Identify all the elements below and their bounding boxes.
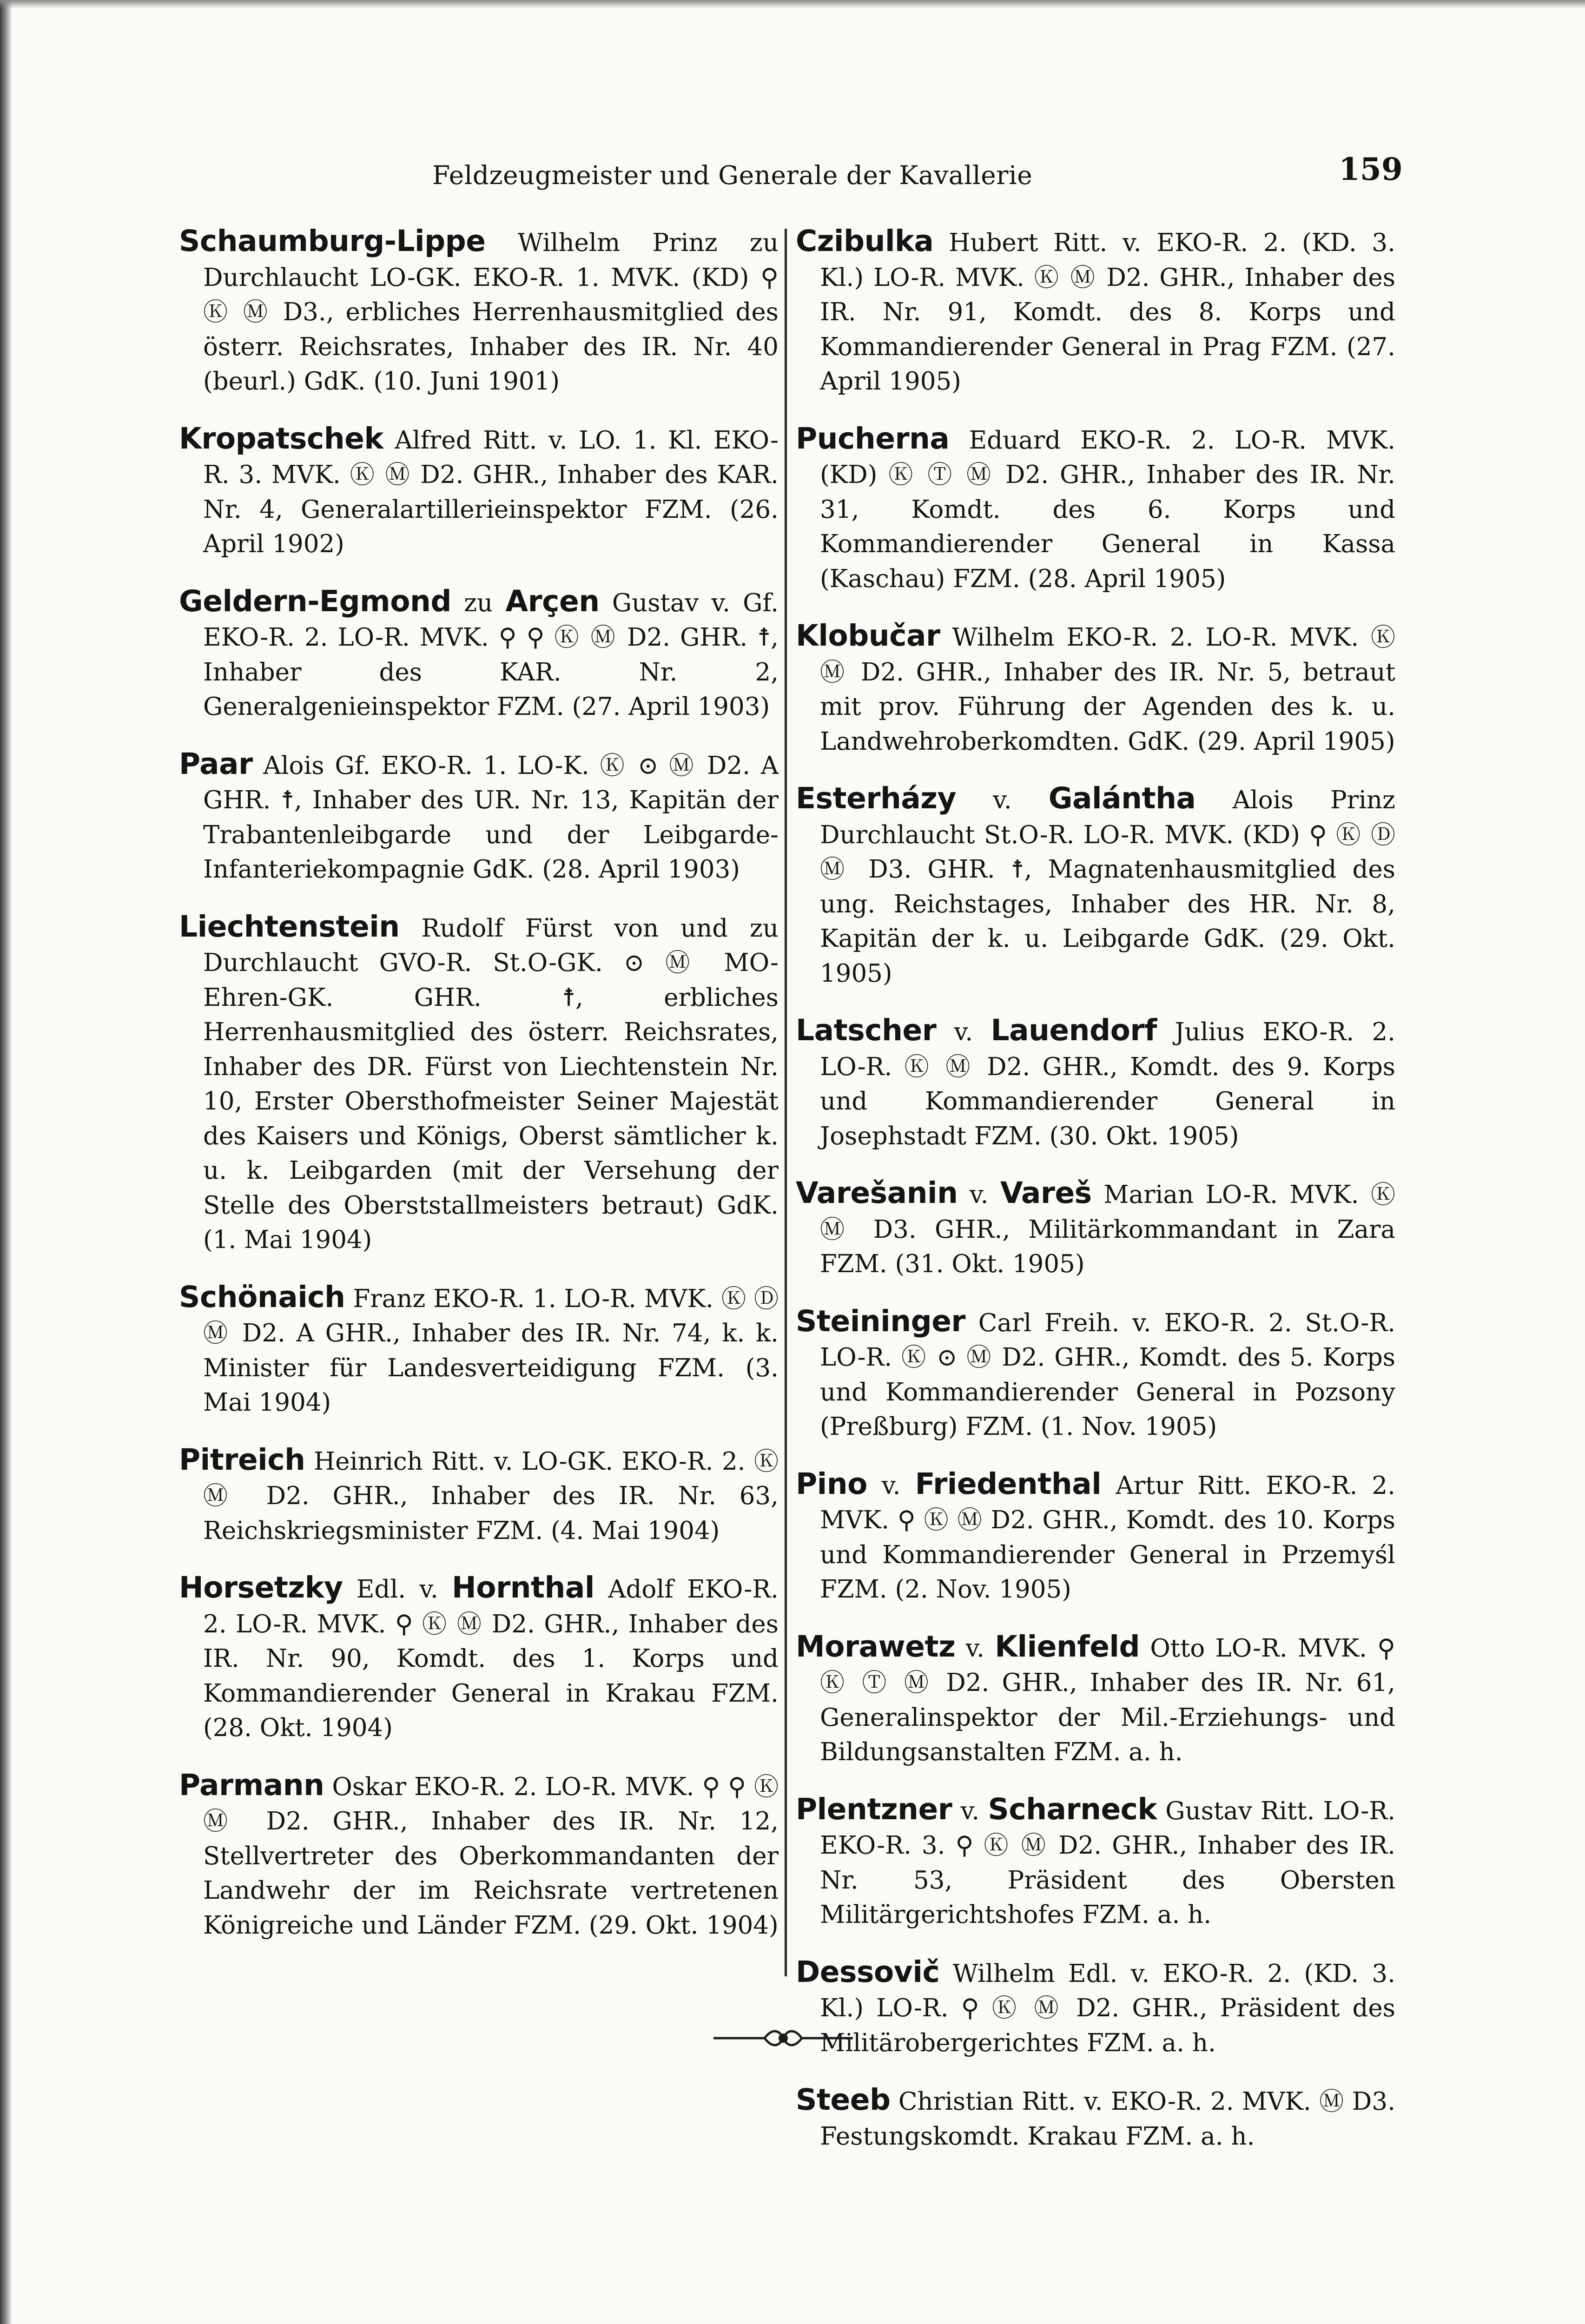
entry-name: Parmann bbox=[179, 1768, 324, 1802]
entry-text: Marian LO-R. MVK. Ⓚ Ⓜ D3. GHR., Militärkommandant in Zara FZM. (31. Okt. 1905) bbox=[820, 1181, 1395, 1278]
entry-geldern-egmond bbox=[179, 584, 779, 725]
entry-text: Rudolf Fürst von und zu Durchlaucht GVO-R. St.O-GK. ⊙ Ⓜ MO-Ehren-GK. GHR. ☨, erbliches Herrenhausmitglied des österr. Reichsrates, Inhaber des DR. Fürst von Liechtenstein Nr. 10, Erster Obersthofmeister Seiner Majestät des Kaisers und Königs, Oberst sämtlicher k. u. k. Leibgarden (mit der Versehung der Stelle des Oberststallmeisters betraut) GdK. (1. Mai 1904) bbox=[203, 914, 779, 1254]
entry-pino bbox=[796, 1467, 1395, 1607]
entry-particle: zu bbox=[451, 588, 506, 617]
scan-edge-left bbox=[0, 0, 12, 2324]
entry-paar bbox=[179, 747, 779, 887]
entry-klobucar bbox=[796, 619, 1395, 759]
entry-name-second: Scharneck bbox=[988, 1792, 1157, 1826]
entry-text: Artur Ritt. EKO-R. 2. MVK. ⚲ Ⓚ Ⓜ D2. GHR., Komdt. des 10. Korps und Kommandierender General in Przemyśl FZM. (2. Nov. 1905) bbox=[820, 1471, 1396, 1604]
right-column bbox=[796, 224, 1395, 2176]
entry-particle: v. bbox=[952, 1796, 988, 1825]
entry-text: Heinrich Ritt. v. LO-GK. EKO-R. 2. Ⓚ Ⓜ D2. GHR., Inhaber des IR. Nr. 63, Reichskriegsminister FZM. (4. Mai 1904) bbox=[203, 1447, 779, 1545]
left-column bbox=[179, 224, 779, 1965]
entry-czibulka bbox=[796, 224, 1395, 399]
entry-name: Geldern-Egmond bbox=[179, 584, 451, 618]
entry-text: Hubert Ritt. v. EKO-R. 2. (KD. 3. Kl.) LO-R. MVK. Ⓚ Ⓜ D2. GHR., Inhaber des IR. Nr. 91, Komdt. des 8. Korps und Kommandierender General in Prag FZM. (27. April 1905) bbox=[820, 229, 1395, 396]
entry-text: Julius EKO-R. 2. LO-R. Ⓚ Ⓜ D2. GHR., Komdt. des 9. Korps und Kommandierender General in Josephstadt FZM. (30. Okt. 1905) bbox=[820, 1018, 1395, 1150]
entry-name: Pitreich bbox=[179, 1442, 305, 1477]
entry-liechtenstein bbox=[179, 910, 779, 1258]
entry-text: Carl Freih. v. EKO-R. 2. St.O-R. LO-R. Ⓚ ⊙ Ⓜ D2. GHR., Komdt. des 5. Korps und Kommandierender General in Pozsony (Preßburg) FZM. (1. Nov. 1905) bbox=[820, 1308, 1395, 1441]
entry-pucherna bbox=[796, 422, 1395, 597]
entry-steininger bbox=[796, 1304, 1395, 1445]
entry-parmann bbox=[179, 1768, 779, 1943]
entry-text: Gustav Ritt. LO-R. EKO-R. 3. ⚲ Ⓚ Ⓜ D2. GHR., Inhaber des IR. Nr. 53, Präsident des Obersten Militärgerichtshofes FZM. a. h. bbox=[820, 1796, 1395, 1929]
entry-varesanin bbox=[796, 1176, 1395, 1282]
entry-latscher bbox=[796, 1013, 1395, 1154]
entry-text: Otto LO-R. MVK. ⚲ Ⓚ Ⓣ Ⓜ D2. GHR., Inhaber des IR. Nr. 61, Generalinspektor der Mil.-Erziehungs- und Bildungsanstalten FZM. a. h. bbox=[820, 1634, 1395, 1766]
entry-name: Pino bbox=[796, 1466, 867, 1501]
entry-plentzner bbox=[796, 1792, 1395, 1933]
entry-text: Gustav v. Gf. EKO-R. 2. LO-R. MVK. ⚲ ⚲ Ⓚ Ⓜ D2. GHR. ☨, Inhaber des KAR. Nr. 2, Generalgenieinspektor FZM. (27. April 1903) bbox=[203, 588, 779, 721]
entry-name: Czibulka bbox=[796, 224, 934, 258]
entry-morawetz bbox=[796, 1630, 1395, 1770]
entry-name-second: Klienfeld bbox=[995, 1629, 1140, 1664]
entry-name: Morawetz bbox=[796, 1629, 956, 1664]
entry-name-second: Vareš bbox=[1000, 1176, 1092, 1210]
entry-particle: Edl. v. bbox=[343, 1575, 452, 1604]
entry-name: Schönaich bbox=[179, 1280, 345, 1314]
entry-pitreich bbox=[179, 1443, 779, 1549]
entry-name: Esterházy bbox=[796, 781, 957, 815]
entry-text: Franz EKO-R. 1. LO-R. MVK. Ⓚ Ⓓ Ⓜ D2. A GHR., Inhaber des IR. Nr. 74, k. k. Minister für Landesverteidigung FZM. (3. Mai 1904) bbox=[203, 1284, 779, 1417]
entry-text: Alois Gf. EKO-R. 1. LO-K. Ⓚ ⊙ Ⓜ D2. A GHR. ☨, Inhaber des UR. Nr. 13, Kapitän der Trabantenleibgarde und der Leibgarde-Infanteriekompagnie GdK. (28. April 1903) bbox=[203, 751, 779, 884]
entry-name-second: Arçen bbox=[505, 584, 600, 618]
entry-text: Oskar EKO-R. 2. LO-R. MVK. ⚲ ⚲ Ⓚ Ⓜ D2. GHR., Inhaber des IR. Nr. 12, Stellvertreter des Oberkommandanten der Landwehr der im Reichsrate vertretenen Königreiche und Länder FZM. (29. Okt. 1904) bbox=[203, 1772, 779, 1940]
entry-name: Kropatschek bbox=[179, 421, 383, 456]
entry-text: Wilhelm EKO-R. 2. LO-R. MVK. Ⓚ Ⓜ D2. GHR., Inhaber des IR. Nr. 5, betraut mit prov. Führung der Agenden des k. u. Landwehroberkomdten. GdK. (29. April 1905) bbox=[820, 623, 1395, 756]
entry-steeb bbox=[796, 2083, 1395, 2154]
running-head: Feldzeugmeister und Generale der Kavallerie bbox=[432, 160, 1033, 190]
entry-text: Alfred Ritt. v. LO. 1. Kl. EKO-R. 3. MVK. Ⓚ Ⓜ D2. GHR., Inhaber des KAR. Nr. 4, Generalartillerieinspektor FZM. (26. April 1902) bbox=[203, 426, 779, 558]
entry-text: Eduard EKO-R. 2. LO-R. MVK. (KD) Ⓚ Ⓣ Ⓜ D2. GHR., Inhaber des IR. Nr. 31, Komdt. des 6. Korps und Kommandierender General in Kassa (Kaschau) FZM. (28. April 1905) bbox=[820, 426, 1395, 593]
entry-name: Horsetzky bbox=[179, 1571, 343, 1604]
entry-name: Steeb bbox=[796, 2083, 891, 2117]
entry-text: Christian Ritt. v. EKO-R. 2. MVK. Ⓜ D3. Festungskomdt. Krakau FZM. a. h. bbox=[820, 2087, 1395, 2151]
entry-schaumburg-lippe bbox=[179, 224, 779, 399]
entry-text: Alois Prinz Durchlaucht St.O-R. LO-R. MVK. (KD) ⚲ Ⓚ Ⓓ Ⓜ D3. GHR. ☨, Magnatenhausmitglied des ung. Reichstages, Inhaber des HR. Nr. 8, Kapitän der k. u. Leibgarde GdK. (29. Okt. 1905) bbox=[820, 786, 1395, 988]
entry-name: Liechtenstein bbox=[179, 909, 400, 944]
entry-name: Schaumburg-Lippe bbox=[179, 224, 486, 258]
entry-particle: v. bbox=[936, 1018, 991, 1046]
entry-particle: v. bbox=[867, 1471, 915, 1500]
entry-name: Dessovič bbox=[796, 1954, 940, 1989]
entry-horsetzky bbox=[179, 1571, 779, 1746]
entry-text: Wilhelm Edl. v. EKO-R. 2. (KD. 3. Kl.) LO-R. ⚲ Ⓚ Ⓜ D2. GHR., Präsident des Militärobergerichtes FZM. a. h. bbox=[820, 1959, 1395, 2057]
entry-name: Latscher bbox=[796, 1013, 937, 1047]
entry-name: Paar bbox=[179, 746, 253, 781]
entry-name-second: Lauendorf bbox=[991, 1013, 1157, 1047]
entry-name-second: Galántha bbox=[1048, 781, 1196, 815]
entry-name: Pucherna bbox=[796, 421, 950, 456]
entry-dessovic bbox=[796, 1955, 1395, 2061]
entry-esterhazy bbox=[796, 781, 1395, 991]
entry-name: Varešanin bbox=[796, 1176, 958, 1210]
ornament-flourish-icon bbox=[713, 2024, 853, 2052]
entry-schoenaich bbox=[179, 1280, 779, 1420]
page-number: 159 bbox=[1339, 151, 1403, 187]
entry-particle: v. bbox=[958, 1181, 1001, 1209]
entry-particle: v. bbox=[955, 1634, 995, 1663]
entry-name: Plentzner bbox=[796, 1792, 952, 1826]
entry-name: Steininger bbox=[796, 1304, 966, 1338]
entry-text: Wilhelm Prinz zu Durchlaucht LO-GK. EKO-R. 1. MVK. (KD) ⚲ Ⓚ Ⓜ D3., erbliches Herrenhausmitglied des österr. Reichsrates, Inhaber des IR. Nr. 40 (beurl.) GdK. (10. Juni 1901) bbox=[203, 229, 779, 396]
entry-name-second: Hornthal bbox=[452, 1571, 595, 1604]
entry-particle: v. bbox=[956, 786, 1049, 814]
entry-text: Adolf EKO-R. 2. LO-R. MVK. ⚲ Ⓚ Ⓜ D2. GHR., Inhaber des IR. Nr. 90, Komdt. des 1. Korps und Kommandierender General in Krakau FZM. (28. Okt. 1904) bbox=[203, 1575, 779, 1742]
entry-name: Klobučar bbox=[796, 619, 940, 653]
column-divider bbox=[785, 229, 787, 1976]
scan-edge-top bbox=[0, 0, 1585, 8]
entry-name-second: Friedenthal bbox=[915, 1466, 1102, 1501]
entry-kropatschek bbox=[179, 422, 779, 562]
